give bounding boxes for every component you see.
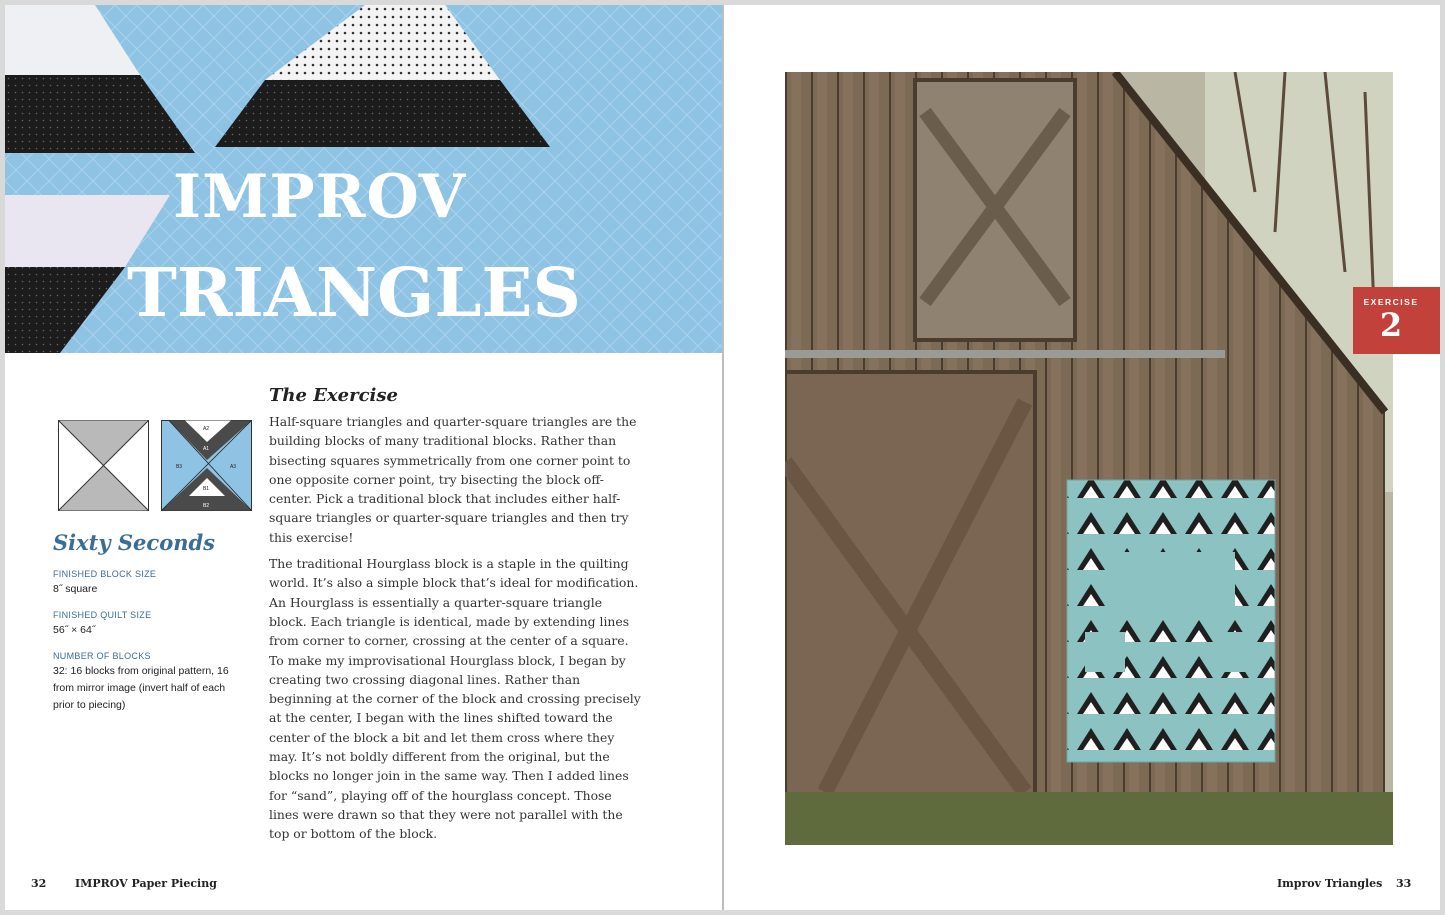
spec-value: 8˝ square: [53, 583, 98, 595]
spec-value: 32: 16 blocks from original pattern, 16 from mirror image (invert half of each prior to piecing): [53, 665, 229, 711]
left-page: [5, 5, 722, 910]
improv-block-diagram: [161, 420, 252, 511]
hero-title: [5, 5, 722, 353]
label-a2: A2: [202, 426, 210, 432]
body-column: [269, 385, 641, 851]
page-number: 32: [31, 877, 47, 890]
page-number: 33: [1396, 877, 1412, 890]
spec-value: 56˝ × 64˝: [53, 624, 96, 636]
body-paragraph: Half-square triangles and quarter-square triangles are the building blocks of many traditional blocks. Rather than bisecting squares symmetrically from one corner point to one opposite corner point, try bisecting the block off-center. Pick a traditional block that includes either half-square triangles or quarter-square triangles and then try this exercise!: [269, 414, 637, 545]
sidebar-title: Sixty Seconds: [53, 530, 215, 555]
right-page: [724, 5, 1440, 910]
running-title: IMPROV Paper Piecing: [75, 877, 217, 890]
barn-quilt-photo: [785, 72, 1393, 845]
label-b1: B1: [202, 486, 210, 492]
exercise-label: EXERCISE: [1363, 297, 1419, 307]
exercise-number: 2: [1379, 306, 1403, 344]
pattern-sidebar: [53, 530, 243, 726]
spec-label: FINISHED QUILT SIZE: [53, 610, 152, 620]
label-b2: B2: [202, 503, 210, 509]
hero-title-line2: triangles: [127, 226, 581, 339]
label-a1: A1: [202, 446, 210, 452]
exercise-tab: [1353, 287, 1440, 354]
section-heading: The Exercise: [269, 385, 398, 406]
running-title: Improv Triangles: [1277, 877, 1383, 890]
hanging-quilt: [1067, 480, 1275, 762]
hero-quilt-image: [5, 5, 722, 353]
body-paragraph: The traditional Hourglass block is a staple in the quilting world. It’s also a simple block that’s ideal for modification. An Hourglass is essentially a quarter-square triangle block. Each triangle is identical, made by extending lines from corner to corner, crossing at the center of a square. To make my improvisational Hourglass block, I began by creating two crossing diagonal lines. Rather than beginning at the corner of the block and crossing precisely at the center, I began with the lines shifted toward the center of the block a bit and let them cross where they may. It’s not boldly different from the original, but the blocks no longer join in the same way. Then I added lines for “sand”, playing off of the hourglass concept. Those lines were drawn so that they were not parallel with the top or bottom of the block.: [269, 556, 641, 842]
hourglass-block-diagram: [58, 420, 149, 511]
spec-label: NUMBER OF BLOCKS: [53, 651, 151, 661]
barn-photo-illustration: [785, 72, 1393, 845]
spec-label: FINISHED BLOCK SIZE: [53, 569, 157, 579]
label-a3: A3: [229, 464, 237, 470]
label-b3: B3: [175, 464, 183, 470]
hero-title-line1: improv: [173, 137, 467, 238]
